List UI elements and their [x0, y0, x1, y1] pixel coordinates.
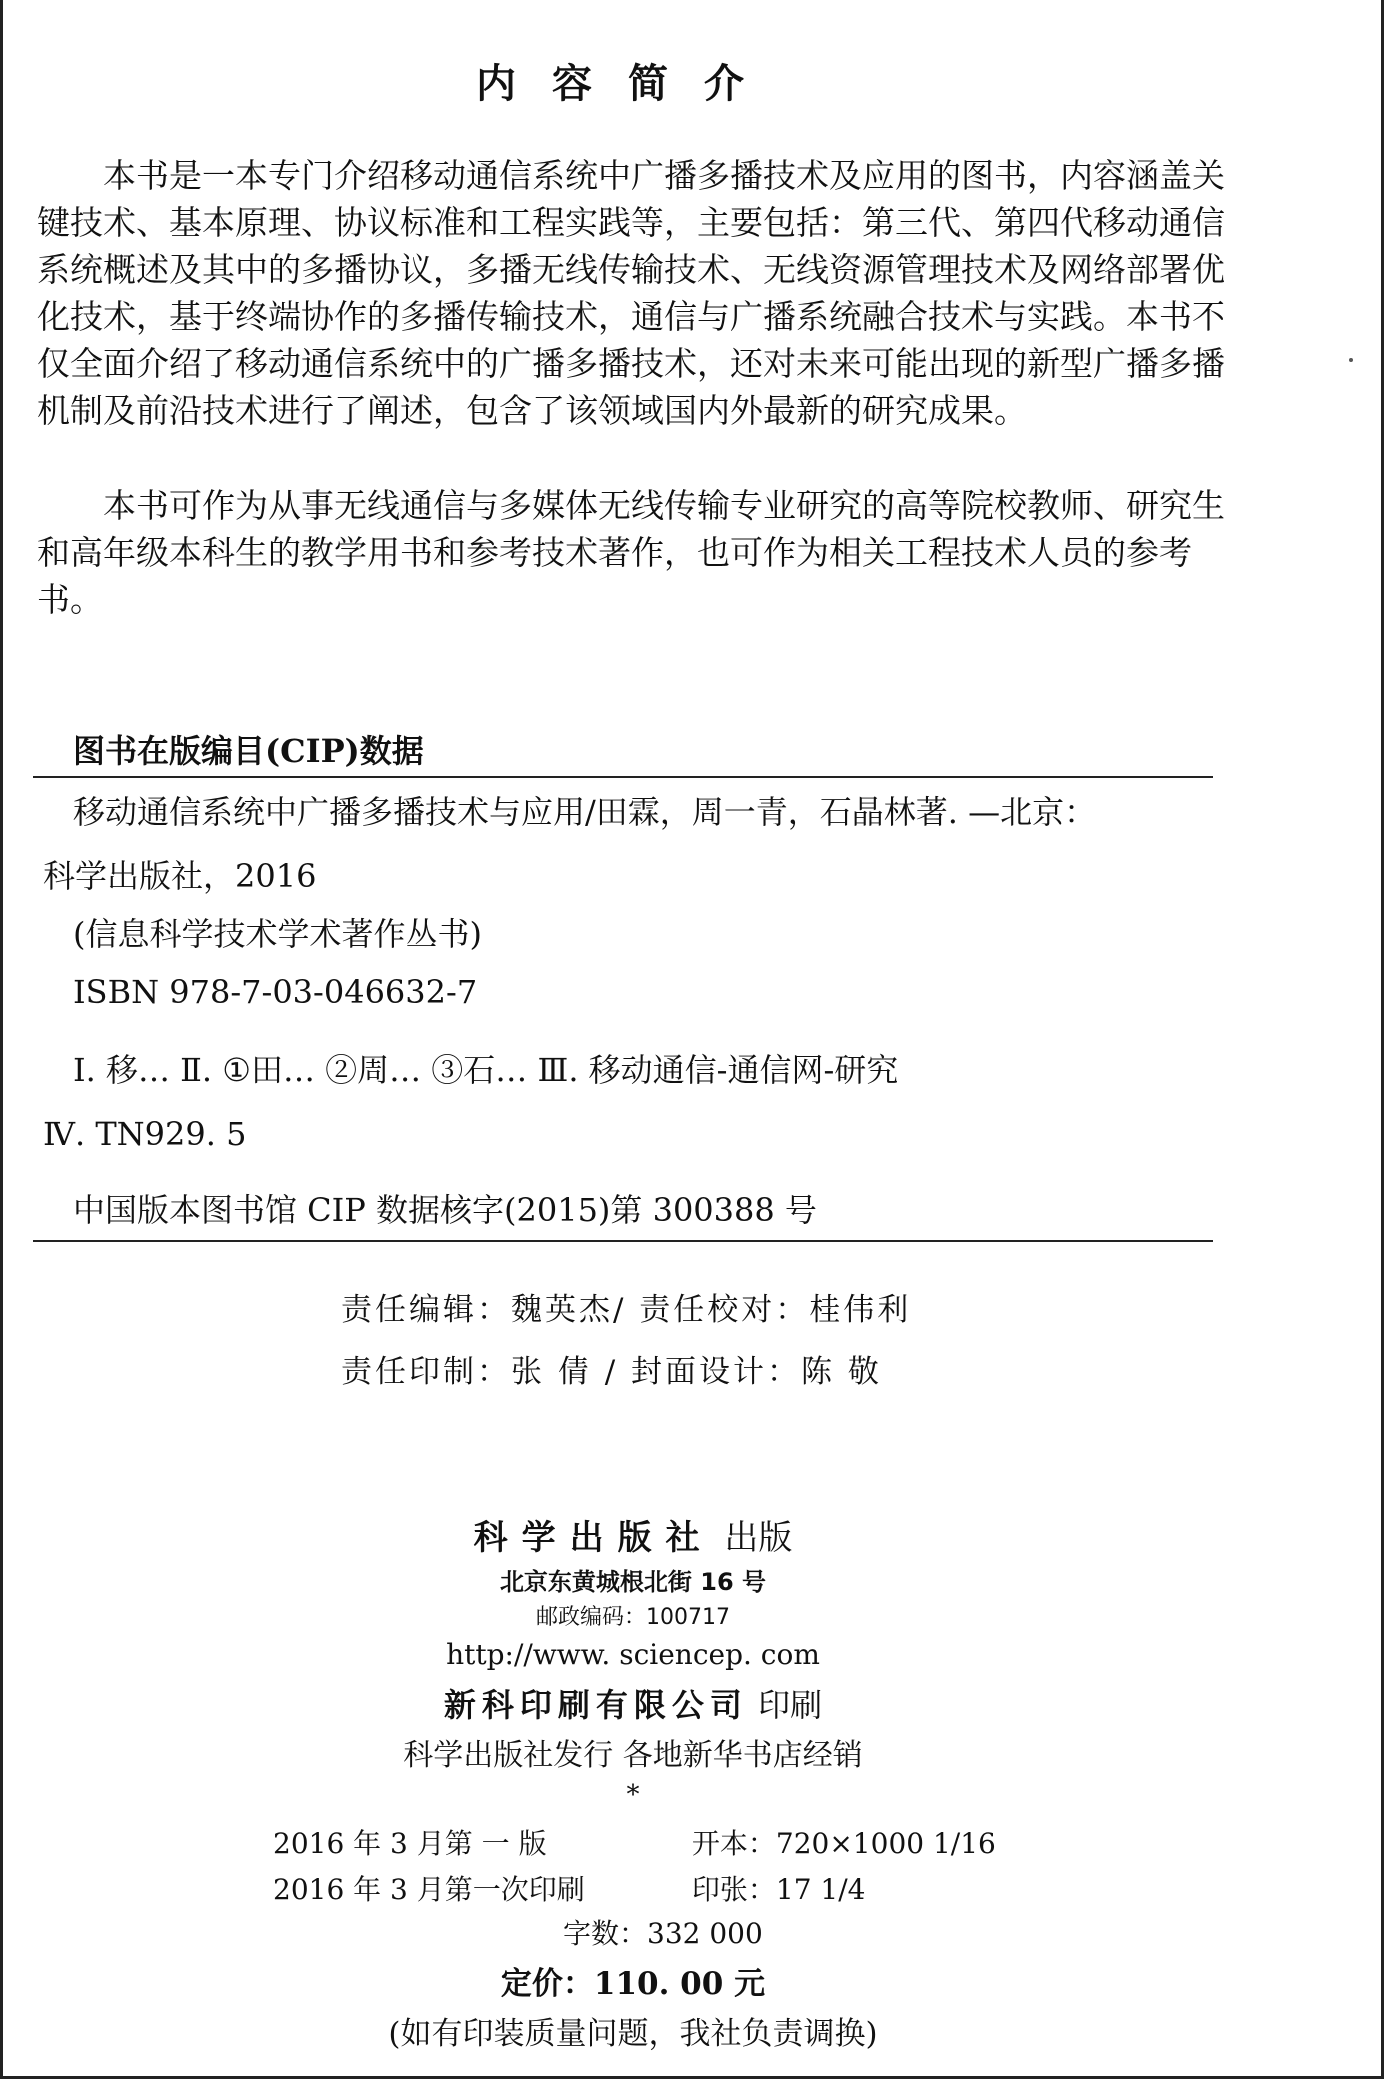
printer-line: [3, 1680, 1263, 1726]
publisher-suffix: 出版: [724, 1518, 793, 1558]
spec-wordcount: 字数：332 000: [563, 1917, 763, 1950]
publisher-url: http://www. sciencep. com: [446, 1638, 820, 1671]
cip-top-rule: [33, 776, 1213, 778]
publisher-postcode: 邮政编码：100717: [536, 1605, 730, 1630]
stray-mark: [1349, 358, 1353, 362]
cip-classification-2: Ⅳ. TN929. 5: [43, 1115, 247, 1153]
cip-record-line1: 移动通信系统中广播多播技术与应用/田霖，周一青，石晶林著. —北京：: [73, 793, 1097, 831]
separator-asterisk: *: [626, 1780, 640, 1810]
credits-editors: 责任编辑：魏英杰/ 责任校对：桂伟利: [341, 1292, 912, 1328]
distribution-line: 科学出版社发行 各地新华书店经销: [403, 1738, 863, 1773]
quality-note: (如有印装质量问题，我社负责调换): [388, 2016, 878, 2052]
cip-classification-1: Ⅰ. 移… Ⅱ. ①田… ②周… ③石… Ⅲ. 移动通信-通信网-研究: [73, 1051, 899, 1089]
cip-isbn: ISBN 978-7-03-046632-7: [73, 973, 478, 1011]
publisher-name: 科学出版社: [473, 1518, 714, 1558]
spec-edition: 2016 年 3 月第 一 版: [273, 1827, 547, 1860]
cip-bottom-rule: [33, 1240, 1213, 1242]
cip-series: (信息科学技术学术著作丛书): [73, 915, 482, 953]
summary-paragraph-2: 本书可作为从事无线通信与多媒体无线传输专业研究的高等院校教师、研究生和高年级本科生的教学用书和参考技术著作，也可作为相关工程技术人员的参考书。: [37, 486, 1225, 619]
summary-paragraph-1: 本书是一本专门介绍移动通信系统中广播多播技术及应用的图书，内容涵盖关键技术、基本原理、协议标准和工程实践等，主要包括：第三代、第四代移动通信系统概述及其中的多播协议，多播无线传输技术、无线资源管理技术及网络部署优化技术，基于终端协作的多播传输技术，通信与广播系统融合技术与实践。本书不仅全面介绍了移动通信系统中的广播多播技术，还对未来可能出现的新型广播多播机制及前沿技术进行了阐述，包含了该领域国内外最新的研究成果。: [37, 156, 1225, 430]
price: 定价：110. 00 元: [500, 1966, 766, 2002]
publisher-address: 北京东黄城根北街 16 号: [499, 1568, 767, 1596]
spec-printing: 2016 年 3 月第一次印刷: [273, 1873, 585, 1906]
summary-title: 内容简介: [476, 60, 780, 107]
credits-production: 责任印制：张 倩 / 封面设计：陈 敬: [341, 1354, 882, 1390]
cip-number: 中国版本图书馆 CIP 数据核字(2015)第 300388 号: [73, 1191, 817, 1229]
spec-sheets: 印张：17 1/4: [691, 1873, 866, 1906]
printer-name: 新科印刷有限公司: [443, 1686, 748, 1724]
cip-heading: 图书在版编目(CIP)数据: [73, 732, 424, 770]
publisher-line: [3, 1510, 1263, 1559]
spec-row-edition: [273, 1822, 996, 1862]
cip-record-line2: 科学出版社，2016: [43, 857, 317, 895]
printer-suffix: 印刷: [758, 1686, 823, 1724]
spec-row-printing: [273, 1868, 866, 1908]
spec-format: 开本：720×1000 1/16: [691, 1827, 996, 1860]
